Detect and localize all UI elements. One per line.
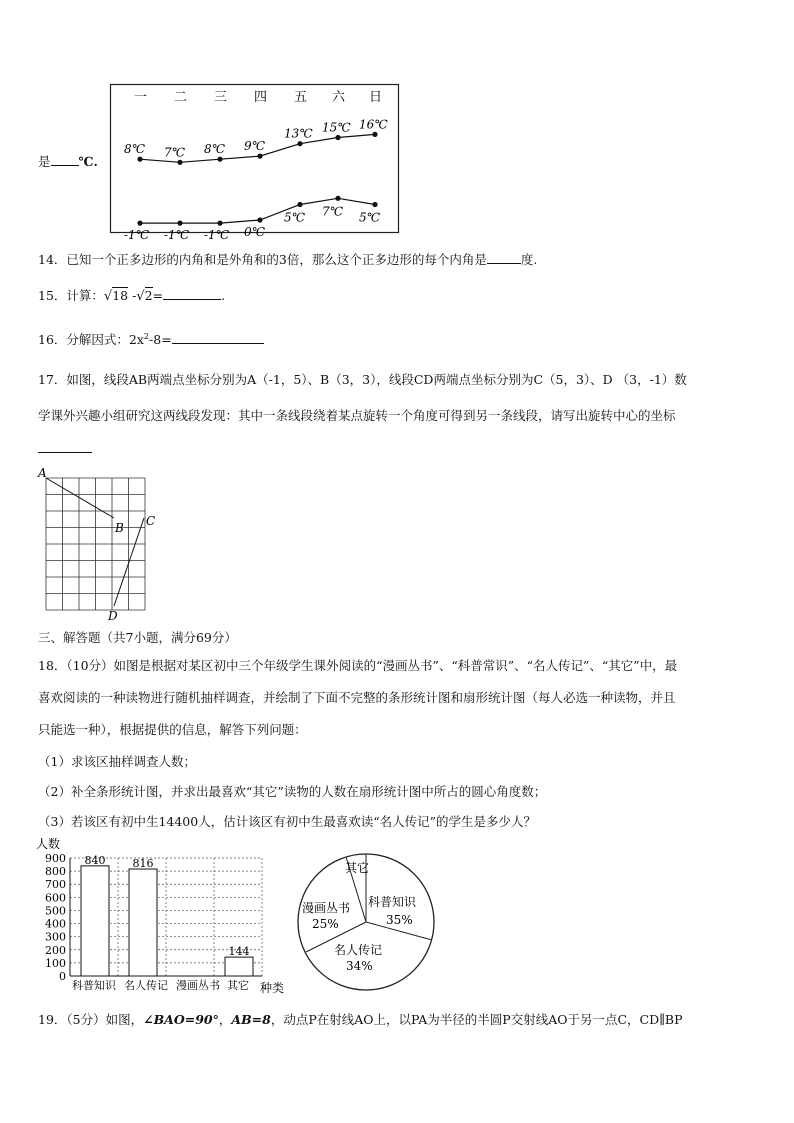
question-17-blank (38, 440, 92, 456)
point-c-label: C (146, 514, 156, 528)
x-category-label: 其它 (227, 979, 249, 992)
bar-value-label: 144 (228, 945, 250, 959)
low-point (297, 202, 302, 207)
low-point (177, 221, 182, 226)
question-17-line2: 学课外兴趣小组研究这两线段发现：其中一条线段绕着某点旋转一个角度可得到另一条线段，请写出旋转中心的坐标 (38, 408, 676, 423)
question-18-line1: 18．（10分）如图是根据对某区初中三个年级学生课外阅读的“漫画丛书”、“科普常识”、“名人传记”、“其它”中，最 (38, 658, 678, 673)
y-tick-label: 700 (45, 878, 66, 892)
high-temp-label: 8℃ (124, 142, 146, 157)
question-18-line2: 喜欢阅读的一种读物进行随机抽样调查，并绘制了下面不完整的条形统计图和扇形统计图（每人必选一种读物，并且 (38, 690, 676, 705)
low-temp-label: 7℃ (322, 204, 344, 219)
high-point (217, 157, 222, 162)
point-b-label: B (115, 521, 124, 535)
y-tick-label: 500 (45, 904, 66, 918)
question-17-line1: 17．如图，线段AB两端点坐标分别为A（-1，5）、B（3，3），线段CD两端点坐标分别为C（5，3）、D （3，-1）数 (38, 372, 687, 387)
y-tick-label: 200 (45, 943, 66, 957)
low-point (335, 196, 340, 201)
low-point (217, 221, 222, 226)
low-temp-label: 5℃ (284, 210, 306, 225)
pie-label-other: 其它 (345, 861, 370, 875)
high-point (257, 154, 262, 159)
low-temp-label: -1℃ (204, 228, 230, 243)
y-tick-label: 300 (45, 930, 66, 944)
high-temp-label: 16℃ (359, 117, 388, 132)
grid-figure (36, 464, 166, 624)
day-label: 二 (174, 90, 188, 105)
blank (487, 251, 521, 264)
day-label: 五 (294, 90, 308, 105)
day-label: 日 (369, 90, 383, 105)
low-point (257, 217, 262, 222)
high-point (372, 132, 377, 137)
bar-chart (36, 836, 296, 996)
high-point (335, 135, 340, 140)
x-category-label: 漫画丛书 (176, 979, 220, 992)
low-point (137, 221, 142, 226)
x-category-label: 名人传记 (124, 979, 168, 992)
question-19: 19．（5分）如图，∠BAO=90°，AB=8，动点P在射线AO上，以PA为半径的半圆P交射线AO于另一点C，CD∥BP (38, 1012, 683, 1027)
bar-value-label: 840 (84, 853, 106, 867)
bar-chart-ylabel: 人数 (36, 837, 61, 851)
bar (225, 957, 253, 976)
day-label: 一 (134, 90, 148, 105)
low-temp-label: 5℃ (359, 210, 381, 225)
low-temp-label: -1℃ (124, 228, 150, 243)
question-15: 15．计算：√18 -√2= . (38, 288, 226, 304)
y-tick-label: 800 (45, 865, 66, 879)
low-temp-label: -1℃ (164, 228, 190, 243)
bar (129, 869, 157, 976)
high-temp-label: 13℃ (284, 126, 313, 141)
pie-label-biography: 名人传记 (334, 943, 383, 957)
x-category-label: 科普知识 (72, 979, 116, 992)
bar-value-label: 816 (132, 857, 154, 871)
low-point (372, 202, 377, 207)
temperature-figure (110, 84, 400, 243)
y-tick-label: 100 (45, 956, 66, 970)
day-label: 三 (214, 90, 228, 105)
y-tick-label: 0 (59, 970, 66, 983)
high-temp-label: 15℃ (322, 120, 351, 135)
pie-label-science: 科普知识 (368, 895, 417, 909)
bar-chart-xlabel: 种类 (260, 981, 285, 995)
blank (51, 153, 79, 166)
high-temp-label: 9℃ (244, 139, 266, 154)
pie-label-comics: 漫画丛书 (302, 901, 351, 915)
pie-pct-biography: 34% (346, 959, 373, 973)
day-label: 四 (254, 90, 268, 105)
y-tick-label: 600 (45, 891, 66, 905)
question-14: 14．已知一个正多边形的内角和是外角和的3倍，那么这个正多边形的每个内角是 度. (38, 252, 538, 267)
pie-pct-science: 35% (386, 913, 413, 927)
question-18-line3: 只能选一种），根据提供的信息，解答下列问题： (38, 722, 307, 737)
pie-pct-comics: 25% (312, 917, 339, 931)
blank (163, 287, 221, 300)
low-temp-label: 0℃ (244, 225, 266, 239)
section-3-title: 三、解答题（共7小题，满分69分） (38, 630, 237, 645)
blank (172, 331, 264, 344)
point-a-label: A (38, 466, 47, 480)
point-d-label: D (108, 609, 118, 623)
question-18-part3: （3）若该区有初中生14400人，估计该区有初中生最喜欢读“名人传记”的学生是多少人？ (38, 814, 536, 829)
high-point (297, 141, 302, 146)
y-tick-label: 400 (45, 917, 66, 931)
question-16: 16．分解因式：$2x^2-8=$ (38, 330, 264, 348)
high-temp-label: 7℃ (164, 145, 186, 160)
question-18-part1: （1）求该区抽样调查人数； (38, 754, 196, 769)
bar (81, 866, 109, 976)
y-tick-label: 900 (45, 852, 66, 865)
high-point (177, 160, 182, 165)
q13-prefix-line: 是 ℃. (38, 154, 98, 169)
question-18-part2: （2）补全条形统计图，并求出最喜欢“其它”读物的人数在扇形统计图中所占的圆心角度数； (38, 784, 547, 799)
high-temp-label: 8℃ (204, 142, 226, 157)
day-label: 六 (332, 90, 346, 105)
pie-chart (296, 848, 446, 998)
high-point (137, 157, 142, 162)
